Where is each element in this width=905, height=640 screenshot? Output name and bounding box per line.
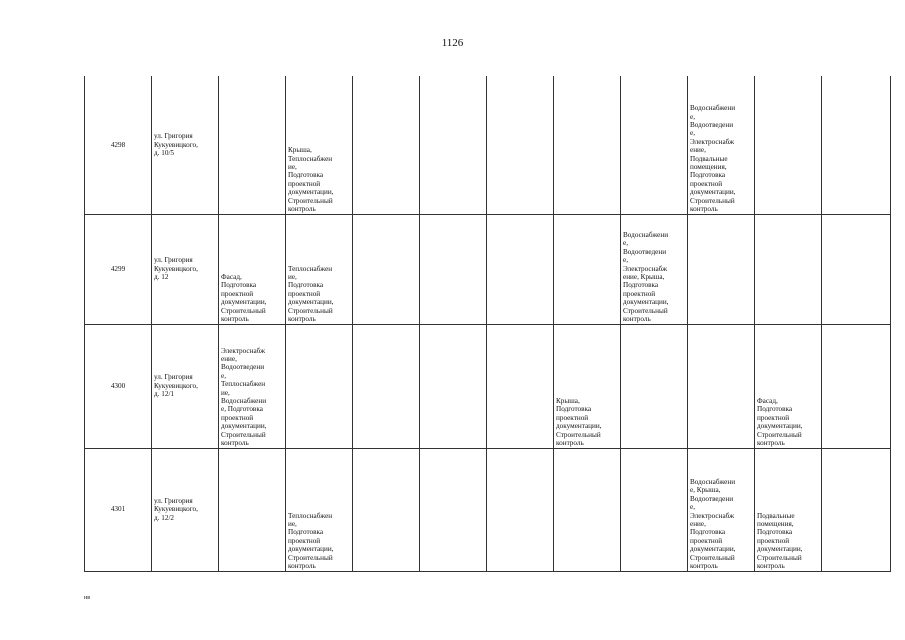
work-cell <box>621 324 688 448</box>
address-cell: ул. Григория Кукуевицкого, д. 12 <box>152 214 219 324</box>
work-cell <box>487 76 554 214</box>
work-cell <box>487 448 554 571</box>
work-cell <box>219 76 286 214</box>
capital-repair-table <box>84 76 891 572</box>
work-cell <box>822 214 891 324</box>
work-cell: Фасад, Подготовка проектной документации, Строительный контроль <box>219 214 286 324</box>
address-cell: ул. Григория Кукуевицкого, д. 12/2 <box>152 448 219 571</box>
work-cell <box>353 76 420 214</box>
address-cell: ул. Григория Кукуевицкого, д. 12/1 <box>152 324 219 448</box>
work-cell: Электроснабж ение, Водоотведени е, Теплоснабжен ие, Водоснабжени е, Подготовка проектной документации, Строительный контроль <box>219 324 286 448</box>
work-cell: Водоснабжени е, Водоотведени е, Электроснабж ение, Подвальные помещения, Подготовка проектной документации, Строительный контроль <box>688 76 755 214</box>
work-cell <box>554 76 621 214</box>
footer-mark: нв <box>84 595 91 601</box>
work-cell <box>353 214 420 324</box>
row-number: 4298 <box>85 76 152 214</box>
work-cell: Крыша, Теплоснабжен ие, Подготовка проектной документации, Строительный контроль <box>286 76 353 214</box>
table-row <box>85 214 891 324</box>
work-cell <box>755 76 822 214</box>
work-cell <box>554 214 621 324</box>
table-row <box>85 448 891 571</box>
work-cell <box>621 448 688 571</box>
row-number: 4299 <box>85 214 152 324</box>
work-cell <box>822 324 891 448</box>
work-cell <box>487 214 554 324</box>
work-cell <box>353 324 420 448</box>
work-cell <box>420 448 487 571</box>
work-cell <box>688 214 755 324</box>
row-number: 4300 <box>85 324 152 448</box>
work-cell <box>554 448 621 571</box>
work-cell: Водоснабжени е, Крыша, Водоотведени е, Электроснабж ение, Подготовка проектной документации, Строительный контроль <box>688 448 755 571</box>
work-cell <box>219 448 286 571</box>
work-cell <box>755 214 822 324</box>
work-cell <box>487 324 554 448</box>
work-cell <box>420 324 487 448</box>
work-cell: Теплоснабжен ие, Подготовка проектной документации, Строительный контроль <box>286 448 353 571</box>
work-cell: Фасад, Подготовка проектной документации, Строительный контроль <box>755 324 822 448</box>
table-row <box>85 76 891 214</box>
work-cell: Подвальные помещения, Подготовка проектной документации, Строительный контроль <box>755 448 822 571</box>
work-cell: Водоснабжени е, Водоотведени е, Электроснабж ение, Крыша, Подготовка проектной документации, Строительный контроль <box>621 214 688 324</box>
work-cell: Теплоснабжен ие, Подготовка проектной документации, Строительный контроль <box>286 214 353 324</box>
work-cell <box>420 76 487 214</box>
page-number: 1126 <box>441 37 464 49</box>
work-cell: Крыша, Подготовка проектной документации, Строительный контроль <box>554 324 621 448</box>
work-cell <box>621 76 688 214</box>
work-cell <box>822 448 891 571</box>
work-cell <box>822 76 891 214</box>
work-cell <box>688 324 755 448</box>
work-cell <box>420 214 487 324</box>
work-cell <box>353 448 420 571</box>
table-row <box>85 324 891 448</box>
row-number: 4301 <box>85 448 152 571</box>
work-cell <box>286 324 353 448</box>
address-cell: ул. Григория Кукуевицкого, д. 10/5 <box>152 76 219 214</box>
